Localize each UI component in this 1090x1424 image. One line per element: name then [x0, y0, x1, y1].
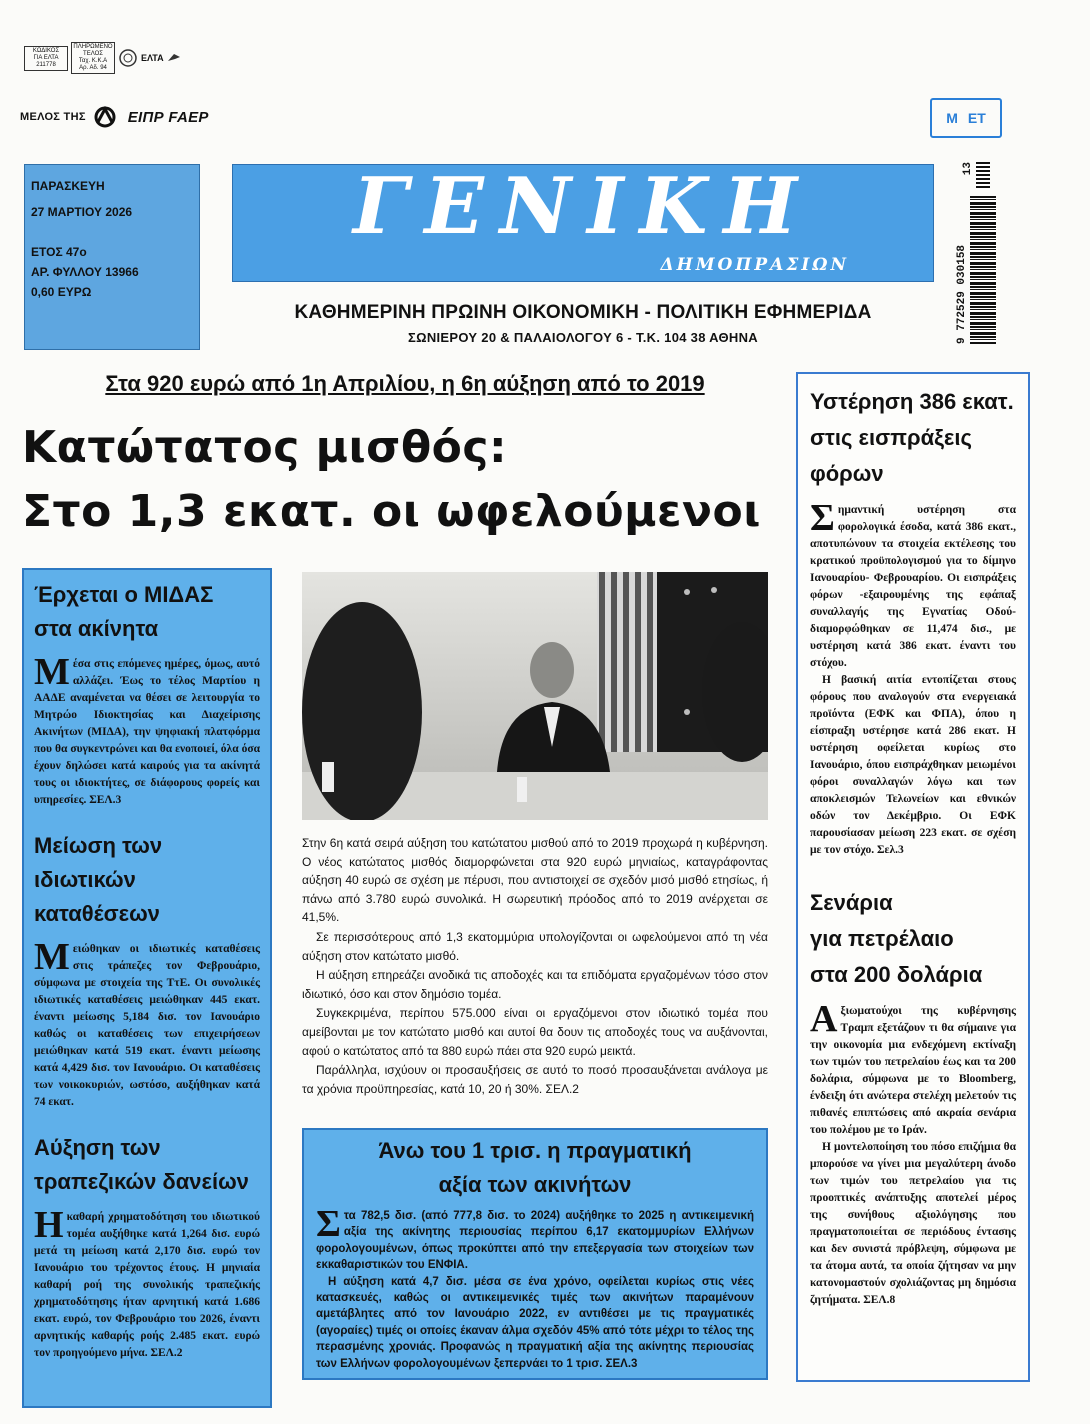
elta-code-line: 211778	[36, 61, 56, 68]
taxes-title-line2: στις εισπράξεις	[810, 425, 972, 450]
taxes-body	[810, 497, 1016, 859]
barcode-number: 9 772529 030158	[956, 244, 968, 344]
elta-code-box	[24, 46, 68, 71]
tagline: ΚΑΘΗΜΕΡΙΝΗ ΠΡΩΙΝΗ ΟΙΚΟΝΟΜΙΚΗ - ΠΟΛΙΤΙΚΗ ΕΦΗΜΕΡΙΔΑ	[294, 302, 872, 323]
property-title-line2: αξία των ακινήτων	[438, 1172, 632, 1197]
deposits-body	[34, 936, 260, 1111]
lead-paragraph: Παράλληλα, ισχύουν οι προσαυξήσεις σε αυτό το ποσό προσαυξάνεται ανάλογα με τα χρόνια προϋπηρεσίας, κατά 10, 20 ή 30%. ΣΕΛ.2	[302, 1063, 768, 1096]
midas-title-line1: Έρχεται ο ΜΙΔΑΣ	[34, 582, 214, 607]
deposits-text: ειώθηκαν οι ιδιωτικές καταθέσεις στις τράπεζες τον Φεβρουάριο, σύμφωνα με στοιχεία της ΤτΕ. Οι συνολικές ιδιωτικές καταθέσεις μειώθηκαν 445 εκατ. έναντι μείωσης 5,184 δισ. τον Ιανουάριο καθώς οι καταθέσεις των επιχειρήσεων μειώθηκαν κατά 519 εκατ. έναντι μείωσης κατά 4,429 δισ. τον Ιανουάριο. Οι καταθέσεις των νοικοκυριών, ωστόσο, αυξήθηκαν κατά 74 εκατ.	[34, 943, 260, 1108]
property-paragraph: Η αύξηση κατά 4,7 δισ. μέσα σε ένα χρόνο, οφείλεται κυρίως στις νέες κατασκευές, καθώς οι αντικειμενικές τιμές των ακινήτων παραμένουν αμετάβλητες από τον Ιανουάριο 2022, εν αντιθέσει με τις πραγματικές (αγοραίες) τιμές οι οποίες έκαναν άλμα σχεδόν 45% από τότε μέχρι το τέλος της περασμένης χρονιάς. Προφανώς η πραγματική αξία της ακίνητης περιουσίας των Ελλήνων φορολογουμένων ξεπερνάει το 1 τρισ. ΣΕΛ.3	[316, 1275, 754, 1370]
oil-paragraph: Η μοντελοποίηση του πόσο επιζήμια θα μπορούσε να γίνει μια μεγαλύτερη άνοδο των τιμών του πετρελαίου για τις προοπτικές ανάπτυξης αποτελεί μέρος της συνήθους αξιολόγησης που πραγματοποιείται σε περιόδους έντασης και δεν συνιστά πρόβλεψη, σύμφωνα με τα άτομα αυτά, τα οποία ζήτησαν να μην κατονομαστούν σχολιάζοντας μη δημόσια ζητήματα. ΣΕΛ.8	[810, 1141, 1016, 1306]
issue-price: 0,60 ΕΥΡΩ	[31, 285, 92, 299]
elta-code-line: ΚΩΔΙΚΟΣ	[32, 47, 60, 54]
taxes-paragraph: Η βασική αιτία εντοπίζεται στους φόρους που αναλογούν στα ενεργειακά προϊόντα (ΕΦΚ και ΦΠΑ), όπου η είσπραξη υστέρησε κατά 286 εκατ. Η υστέρηση οφείλεται κυρίως στο Ιανουάριο, όπου εισπράχθηκαν μειωμένοι φόροι συναλλαγών λόγω και των αποκλεισμών Τελωνείων και εθνικών οδών τον Δεκέμβριο. Οι ΕΦΚ παρουσίασαν μείωση 223 εκατ. σε σχέση με τον στόχο. Σελ.3	[810, 674, 1016, 856]
oil-dropcap: Α	[810, 998, 838, 1040]
left-column-box	[22, 568, 272, 1408]
loans-title-line2: τραπεζικών δανείων	[34, 1169, 249, 1194]
lead-paragraph: Συγκεκριμένα, περίπου 575.000 είναι οι εργαζόμενοι στον ιδιωτικό τομέα που αμείβονται με τον κατώτατο μισθό και αυτοί θα δουν τις αποδοχές τους να αυξάνονται, αφού ο κατώτατος από τα 880 ευρώ πάει στα 920 ευρώ μεικτά.	[302, 1006, 768, 1058]
paid-fee-line: ΤΕΛΟΣ	[83, 51, 103, 57]
midas-section	[34, 578, 260, 809]
met-badge-right: ΕΤ	[967, 110, 986, 126]
postal-codes	[24, 42, 181, 74]
deposits-section	[34, 829, 260, 1111]
met-badge	[930, 98, 1002, 138]
midas-title-line2: στα ακίνητα	[34, 616, 159, 641]
elta-logo-icon	[118, 48, 181, 68]
oil-section	[810, 885, 1016, 1309]
paid-fee-box	[71, 42, 115, 74]
midas-dropcap: Μ	[34, 651, 70, 693]
loans-body	[34, 1204, 260, 1362]
loans-section	[34, 1131, 260, 1362]
paid-fee-line: ΠΛΗΡΩΜΕΝΟ	[73, 44, 113, 50]
barcode-issue-digits: 13	[962, 162, 974, 176]
date-box	[24, 164, 200, 350]
barcode-bars	[970, 196, 996, 344]
taxes-paragraph: ημαντική υστέρηση στα φορολογικά έσοδα, κατά 386 εκατ., αποτυπώνουν τα στοιχεία εκτέλεσης του κρατικού προϋπολογισμού για το δίμηνο Ιανουαρίου- Φεβρουαρίου. Οι εισπράξεις φόρων -εξαιρουμένης της εφάπαξ συναλλαγής της Εγνατίας Οδού- διαμορφώθηκαν σε 11,474 δισ., με υστέρηση κατά 386 εκατ. έναντι του στόχου.	[810, 504, 1016, 669]
lead-headline-line1: Κατώτατος μισθός:	[22, 422, 508, 473]
press-conference-photo-image	[302, 572, 768, 820]
taxes-section	[810, 384, 1016, 859]
newspaper-title: ΓΕΝΙΚΗ	[352, 161, 814, 252]
deposits-title-line2: καταθέσεων	[34, 901, 160, 926]
loans-text: καθαρή χρηματοδότηση του ιδιωτικού τομέα αυξήθηκε κατά 1,264 δισ. ευρώ μετά τη μείωση κατά 2,170 δισ. ευρώ τον Ιανουάριο του τρέχοντος έτους. Η μηνιαία καθαρή ροή της συνολικής τραπεζικής χρηματοδότησης ήταν αρνητική κατά 1.686 εκατ. ευρώ, τον Φεβρουάριο του 2026, έναντι αρνητικής καθαρής ροής 2.485 εκατ. ευρώ τον προηγούμενο μήνα. ΣΕΛ.2	[34, 1211, 260, 1359]
elta-logo-text: ΕΛΤΑ	[141, 53, 164, 63]
taxes-title-line1: Υστέρηση 386 εκατ.	[810, 389, 1014, 414]
oil-title-line3: στα 200 δολάρια	[810, 962, 983, 987]
member-of	[20, 106, 209, 128]
midas-body	[34, 651, 260, 809]
masthead	[232, 161, 934, 282]
lead-photo	[302, 572, 768, 820]
issue-day: ΠΑΡΑΣΚΕΥΗ	[31, 179, 105, 193]
elta-code-line: ΓΙΑ ΕΛΤΑ	[33, 54, 59, 61]
loans-title-line1: Αύξηση των	[34, 1135, 161, 1160]
lead-paragraph: Η αύξηση επηρεάζει ανοδικά τις αποδοχές και τα επιδόματα εργαζομένων τόσο στον ιδιωτικό, όσο και στον δημόσιο τομέα.	[302, 968, 768, 1001]
issue-year: ΕΤΟΣ 47ο	[31, 245, 87, 259]
taxes-dropcap: Σ	[810, 497, 835, 539]
member-org: ΕΙΠΡ FAEP	[127, 108, 209, 126]
oil-paragraph: ξιωματούχοι της κυβέρνησης Τραμπ εξετάζουν τι θα σήμαινε για την οικονομία μια ενδεχόμενη εκτίναξη των τιμών του πετρελαίου έως και τα 200 δολάρια, σύμφωνα με το Bloomberg, ένδειξη ότι ανώτερα στελέχη μελετούν τις πιθανές επιπτώσεις από ακραία σενάρια του πολέμου με το Ιράν.	[810, 1005, 1016, 1136]
paid-fee-line: Ταχ. Κ.Κ.Α	[78, 58, 108, 64]
midas-text: έσα στις επόμενες ημέρες, όμως, αυτό αλλάζει. Έως το τέλος Μαρτίου η ΑΑΔΕ αναμένεται να θέσει σε λειτουργία το Μητρώο Ιδιοκτησίας και Διαχείρισης Ακινήτων (ΜΙΔΑ), την ψηφιακή πλατφόρμα που θα συγκεντρώνει και θα ενοποιεί, όλα όσα έχουν δηλώσει κατά καιρούς για τα ακίνητά τους οι ιδιοκτήτες, σε διάφορους φορείς και υπηρεσίες. ΣΕΛ.3	[34, 658, 260, 806]
lead-paragraph: Σε περισσότερους από 1,3 εκατομμύρια υπολογίζονται οι ωφελούμενοι από τη νέα αύξηση στον κατώτατο μισθό.	[302, 929, 768, 963]
deposits-title-line1: Μείωση των ιδιωτικών	[34, 833, 163, 892]
met-badge-left: Μ	[946, 110, 958, 126]
lead-headline-line2: Στο 1,3 εκατ. οι ωφελούμενοι	[22, 486, 761, 537]
property-paragraph: τα 782,5 δισ. (από 777,8 δισ. το 2024) αυξήθηκε το 2025 η αντικειμενική αξία της ακίνητης περιουσίας περίπου 6,17 εκατομμυρίων Ελλήνων φορολογουμένων, όπως προκύπτει από την επεξεργασία των στοιχείων των εκκαθαριστικών του ΕΝΦΙΑ.	[316, 1210, 754, 1272]
oil-title-line1: Σενάρια	[810, 890, 893, 915]
loans-dropcap: Η	[34, 1204, 64, 1246]
barcode-addon-bars	[976, 162, 990, 190]
lead-headline	[22, 416, 792, 544]
paid-fee-line: Αρ. Αδ. 94	[79, 65, 107, 71]
lead-kicker: Στα 920 ευρώ από 1η Απριλίου, η 6η αύξηση από το 2019	[105, 371, 705, 396]
property-title-line1: Άνω του 1 τρισ. η πραγματική	[378, 1138, 692, 1163]
barcode	[958, 162, 994, 344]
issue-number: ΑΡ. ΦΥΛΛΟΥ 13966	[31, 265, 139, 279]
lead-paragraph: Στην 6η κατά σειρά αύξηση του κατώτατου μισθού από το 2019 προχωρά η κυβέρνηση. Ο νέος κατώτατος μισθός διαμορφώνεται στα 920 ευρώ μηνιαίως, καταγράφοντας αύξηση 40 ευρώ σε σχέση με πέρυσι, που αντιστοιχεί σε σχεδόν μισό μισθό ετησίως, ή πάνω από 3.780 ευρώ συνολικά. Η σωρευτική πρόοδος από το 2019 ανέρχεται σε 41,5%.	[302, 836, 768, 925]
oil-body	[810, 998, 1016, 1309]
issue-date: 27 ΜΑΡΤΙΟΥ 2026	[31, 205, 133, 219]
property-value-box	[302, 1128, 768, 1380]
eipr-logo-icon	[94, 106, 120, 128]
deposits-dropcap: Μ	[34, 936, 70, 978]
lead-article	[302, 834, 768, 1099]
oil-title-line2: για πετρέλαιο	[810, 926, 954, 951]
newspaper-subtitle: ΔΗΜΟΠΡΑΣΙΩΝ	[660, 255, 849, 275]
member-label: ΜΕΛΟΣ ΤΗΣ	[20, 111, 86, 123]
right-column-box	[796, 372, 1030, 1382]
taxes-title-line3: φόρων	[810, 461, 884, 486]
property-body	[316, 1203, 754, 1372]
property-dropcap: Σ	[316, 1203, 341, 1245]
address: ΣΩΝΙΕΡΟΥ 20 & ΠΑΛΑΙΟΛΟΓΟΥ 6 - Τ.Κ. 104 38 ΑΘΗΝΑ	[408, 330, 758, 345]
